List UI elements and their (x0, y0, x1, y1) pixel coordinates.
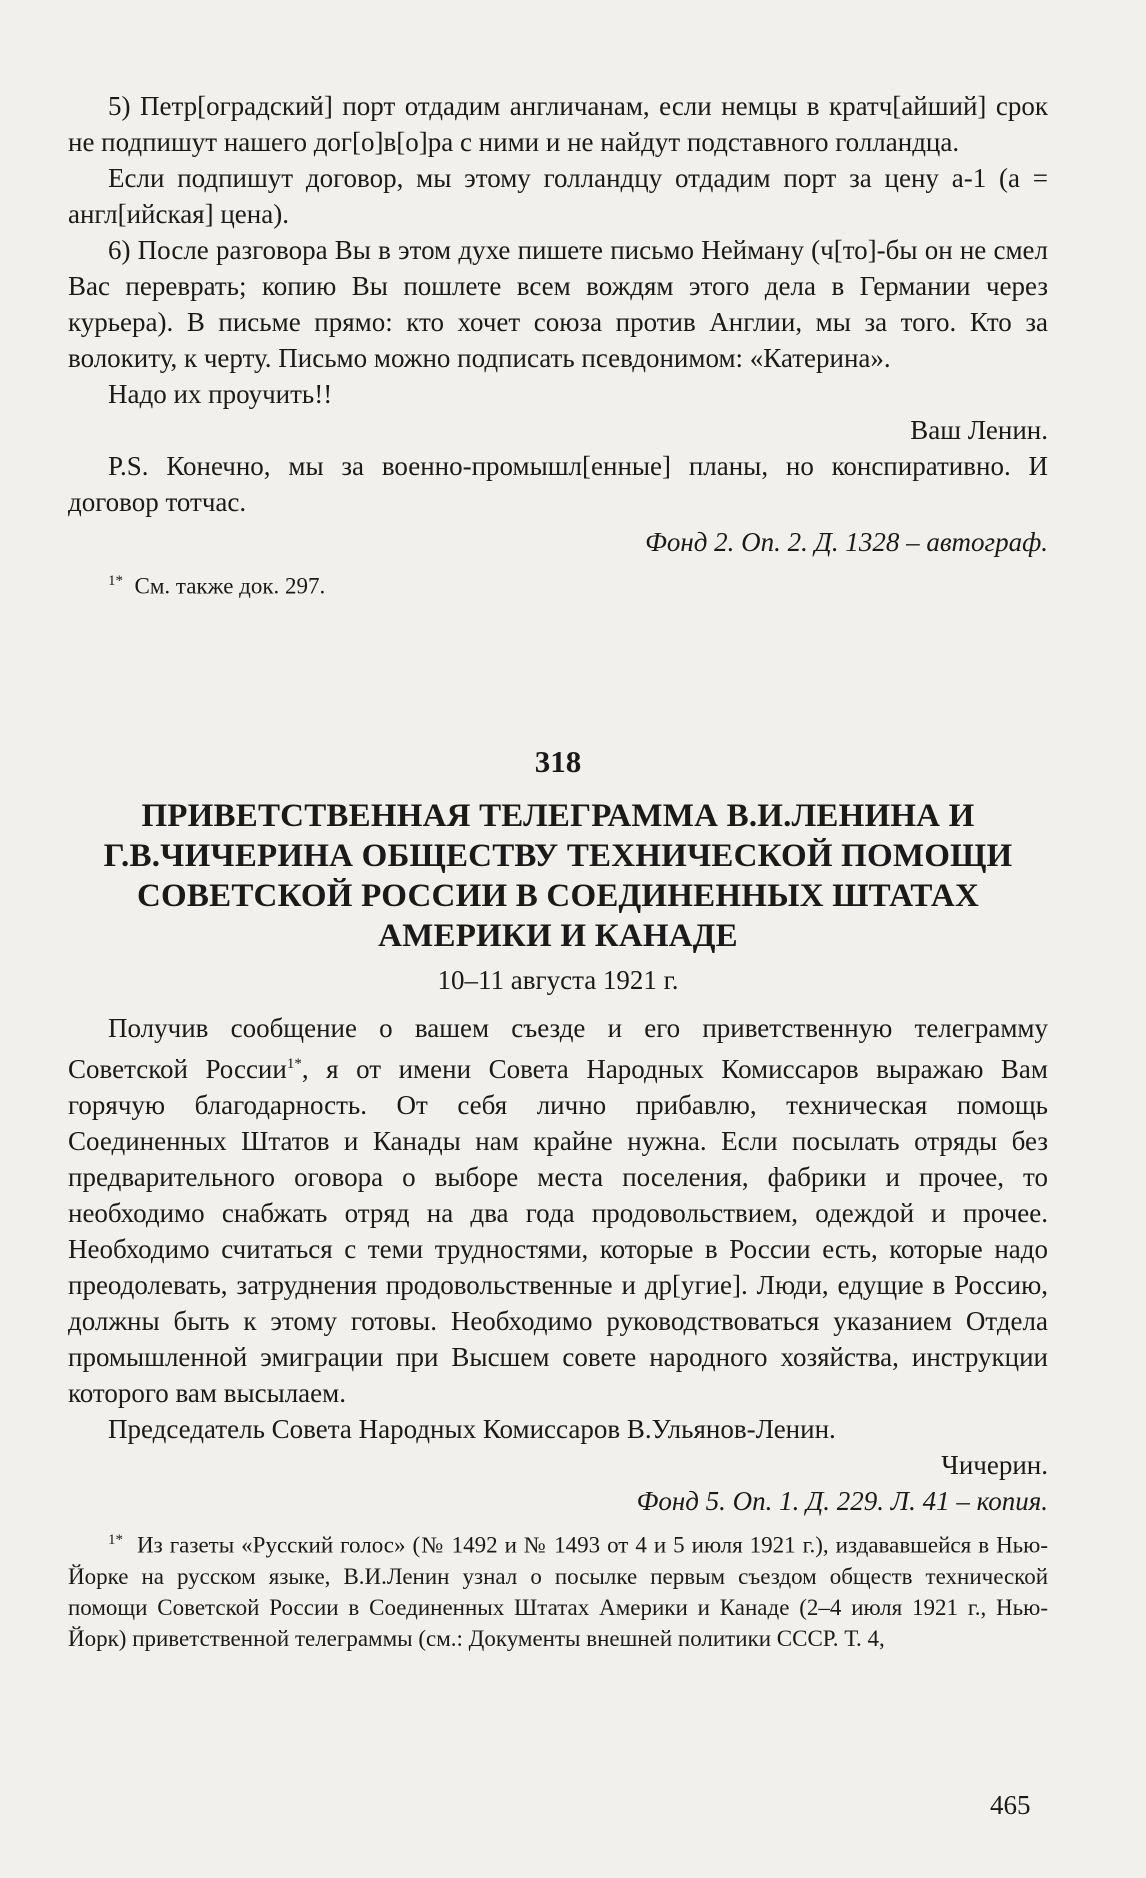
paragraph-lesson: Надо их проучить!! (108, 379, 333, 409)
paragraph-5: 5) Петр[оградский] порт отдадим англичанам, если немцы в кратч[айший] срок не подпишут нашего дог[о]в[о]ра с ними и не найдут подставного голландца. (68, 91, 1048, 157)
document-title: ПРИВЕТСТВЕННАЯ ТЕЛЕГРАММА В.И.ЛЕНИНА И Г.В.ЧИЧЕРИНА ОБЩЕСТВУ ТЕХНИЧЕСКОЙ ПОМОЩИ СОВЕТСКОЙ РОССИИ В СОЕДИНЕННЫХ ШТАТАХ АМЕРИКИ И КАНАДЕ (103, 798, 1013, 954)
footnote (68, 566, 1048, 602)
body-footnote-mark: 1* (286, 1056, 302, 1072)
footnote-mark: 1* (108, 1532, 123, 1548)
paragraph-5-cont: Если подпишут договор, мы этому голландцу отдадим порт за цену а-1 (а = англ[ийская] цена). (68, 163, 1048, 229)
document-318 (68, 742, 1048, 1654)
document-date: 10–11 августа 1921 г. (437, 965, 679, 995)
archive-source: Фонд 2. Оп. 2. Д. 1328 – автограф. (645, 527, 1048, 557)
signature-lenin: Председатель Совета Народных Комиссаров В.Ульянов-Ленин. (108, 1414, 836, 1444)
body-part-1: Получив сообщение о вашем съезде и его приветственную телеграмму Советской России (68, 1013, 1048, 1084)
previous-document-tail (68, 88, 1048, 602)
footnote-text: См. также док. 297. (134, 573, 326, 599)
telegram-body (68, 1010, 1048, 1411)
document-number: 318 (534, 744, 582, 779)
archive-source: Фонд 5. Оп. 1. Д. 229. Л. 41 – копия. (636, 1486, 1048, 1516)
paragraph-6: 6) После разговора Вы в этом духе пишете письмо Нейману (ч[то]-бы он не смел Вас переврать; копию Вы пошлете всем вождям этого дела в Германии через курьера). В письме прямо: кто хочет союза против Англии, мы за того. Кто за волокиту, к черту. Письмо можно подписать псевдонимом: «Катерина». (68, 235, 1048, 373)
footnote-mark: 1* (108, 573, 123, 589)
postscript: P.S. Конечно, мы за военно-промышл[енные] планы, но конспиративно. И договор тотчас. (68, 451, 1048, 517)
footnote (68, 1525, 1048, 1654)
signature: Ваш Ленин. (910, 415, 1048, 445)
body-part-2: , я от имени Совета Народных Комиссаров выражаю Вам горячую благодарность. От себя лично прибавлю, техническая помощь Соединенных Штатов и Канады нам крайне нужна. Если посылать отряды без предварительного оговора о выборе места поселения, фабрики и прочее, то необходимо снабжать отряд на два года продовольствием, одеждой и прочее. Необходимо считаться с теми трудностями, которые в России есть, которые надо преодолевать, затруднения продовольственные и др[угие]. Люди, едущие в Россию, должны быть к этому готовы. Необходимо руководствоваться указанием Отдела промышленной эмиграции при Высшем совете народного хозяйства, инструкции которого вам высылаем. (68, 1054, 1048, 1408)
page-number: 465 (990, 1790, 1031, 1820)
signature-chicherin: Чичерин. (941, 1450, 1048, 1480)
footnote-text: Из газеты «Русский голос» (№ 1492 и № 1493 от 4 и 5 июля 1921 г.), издававшейся в Нью-Йорке на русском языке, В.И.Ленин узнал о посылке первым съездом обществ технической помощи Советской России в Соединенных Штатах Америки и Канаде (2–4 июля 1921 г., Нью-Йорк) приветственной телеграммы (см.: Документы внешней политики СССР. Т. 4, (68, 1532, 1049, 1651)
